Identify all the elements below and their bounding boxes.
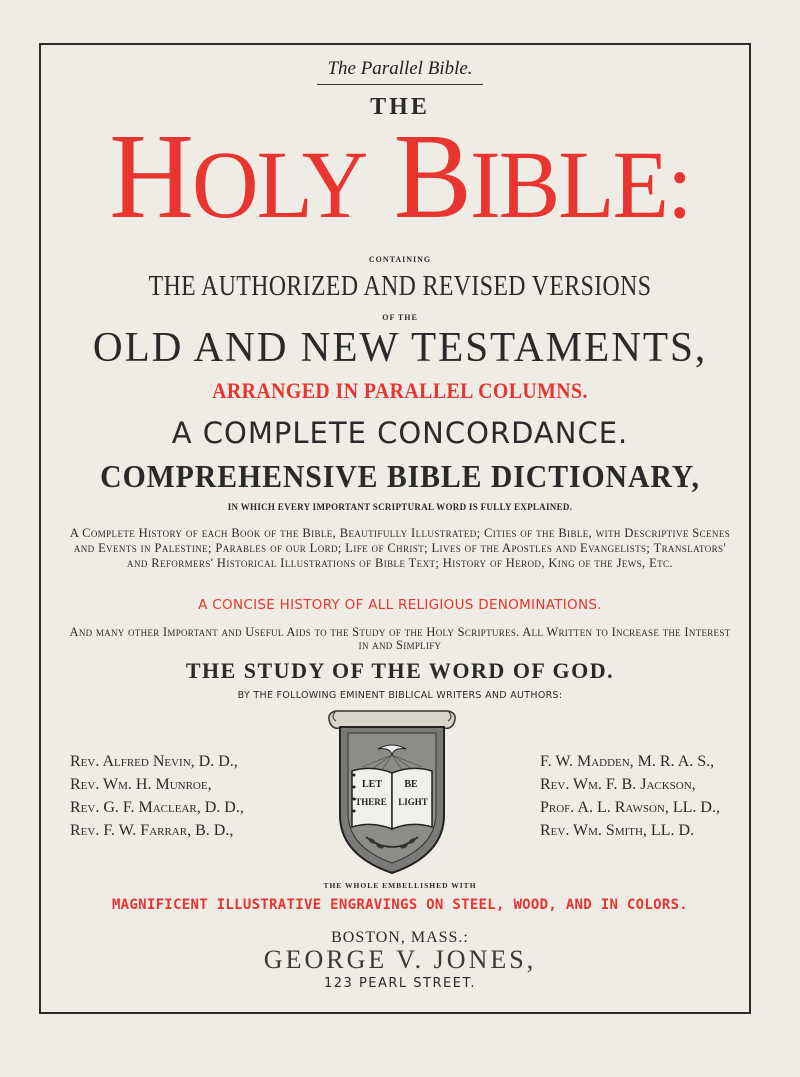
emblem-text: LET bbox=[361, 779, 383, 790]
author-name: Rev. Alfred Nevin, D. D., bbox=[70, 753, 238, 770]
publisher-city: BOSTON, MASS.: bbox=[331, 929, 469, 946]
history-paragraph: A Complete History of each Book of the Bible, Beautifully Illustrated; Cities of the Bible, with Descriptive Scenes and Events in Palestine; Parables of our Lord; Life of Christ; Lives of the Apostles and Evangelists; Translators' and Reformers' Historical Illustrations of Bible Text; History of Herod, King of the Jews, Etc. bbox=[69, 526, 731, 570]
title-article: THE bbox=[370, 94, 430, 120]
author-name: Rev. F. W. Farrar, B. D., bbox=[70, 822, 234, 839]
testaments-line: OLD AND NEW TESTAMENTS, bbox=[92, 325, 708, 371]
book-emblem bbox=[322, 705, 462, 880]
dictionary-line: COMPREHENSIVE BIBLE DICTIONARY, bbox=[100, 458, 700, 494]
study-line: THE STUDY OF THE WORD OF GOD. bbox=[185, 658, 615, 683]
embellished-label: THE WHOLE EMBELLISHED WITH bbox=[323, 881, 477, 890]
denominations-line: A CONCISE HISTORY OF ALL RELIGIOUS DENOMINATIONS. bbox=[198, 597, 602, 613]
main-title: HOLY BIBLE: bbox=[109, 109, 691, 244]
eminent-authors-line: BY THE FOLLOWING EMINENT BIBLICAL WRITERS AND AUTHORS: bbox=[237, 690, 563, 701]
author-name: Prof. A. L. Rawson, LL. D., bbox=[540, 799, 720, 816]
emblem-text: LIGHT bbox=[398, 797, 428, 807]
authors-right-list bbox=[540, 750, 720, 842]
concordance-line: A COMPLETE CONCORDANCE. bbox=[171, 416, 629, 450]
engravings-line: MAGNIFICENT ILLUSTRATIVE ENGRAVINGS ON STEEL, WOOD, AND IN COLORS. bbox=[111, 897, 689, 913]
dictionary-note: IN WHICH EVERY IMPORTANT SCRIPTURAL WORD IS FULLY EXPLAINED. bbox=[227, 502, 573, 512]
authors-left-list bbox=[70, 750, 244, 842]
emblem-text: THERE bbox=[355, 797, 387, 807]
publisher-address: 123 PEARL STREET. bbox=[324, 976, 476, 991]
parallel-columns-line: ARRANGED IN PARALLEL COLUMNS. bbox=[212, 378, 588, 403]
series-title: The Parallel Bible. bbox=[0, 58, 800, 85]
author-name: F. W. Madden, M. R. A. S., bbox=[540, 753, 715, 770]
containing-label: CONTAINING bbox=[368, 255, 432, 264]
emblem-text: BE bbox=[404, 779, 418, 790]
author-name: Rev. Wm. Smith, LL. D. bbox=[540, 822, 695, 839]
author-name: Rev. Wm. H. Munroe, bbox=[70, 776, 212, 793]
author-name: Rev. G. F. Maclear, D. D., bbox=[70, 799, 244, 816]
versions-line: THE AUTHORIZED AND REVISED VERSIONS bbox=[148, 270, 652, 302]
of-the-label: OF THE bbox=[382, 313, 418, 322]
aids-paragraph: And many other Important and Useful Aids to the Study of the Holy Scriptures. All Written to Increase the Interest in and Simplify bbox=[69, 625, 731, 652]
publisher-name: GEORGE V. JONES, bbox=[263, 945, 537, 974]
author-name: Rev. Wm. F. B. Jackson, bbox=[540, 776, 696, 793]
